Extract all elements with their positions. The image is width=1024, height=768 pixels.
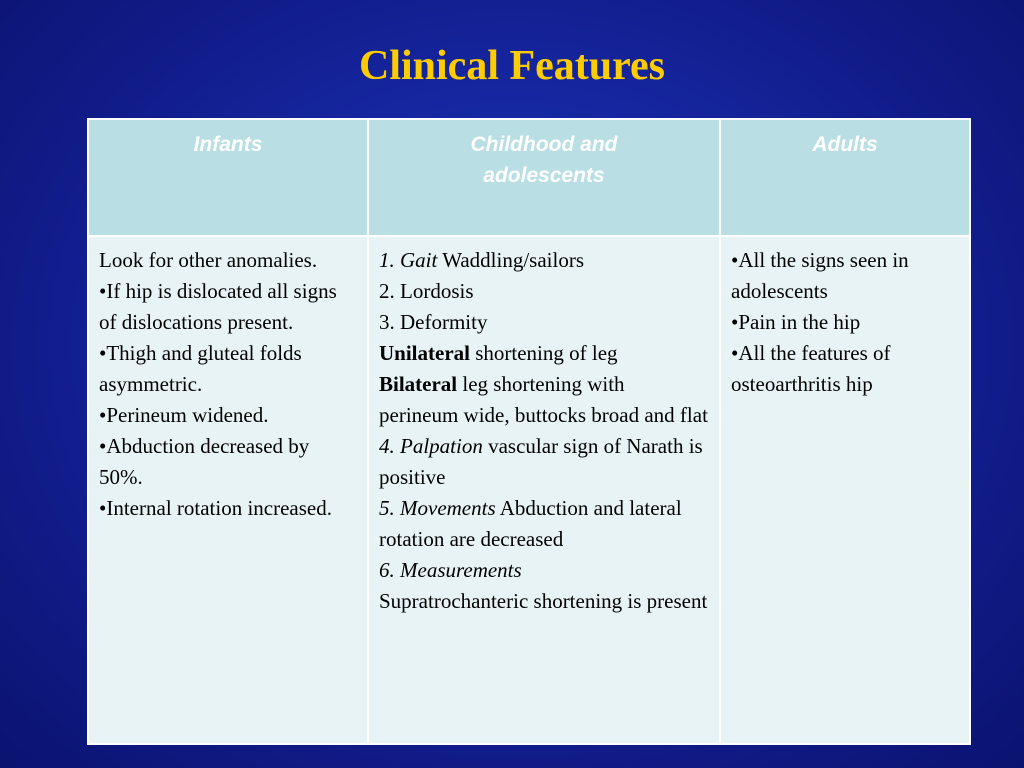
slide-title: Clinical Features: [358, 43, 666, 89]
clinical-features-table: [87, 118, 971, 745]
measurements-text: Supratrochanteric shortening is present: [379, 589, 708, 613]
bilateral-text: leg shortening with perineum wide, buttocks broad and flat: [379, 372, 708, 427]
infants-item: •Internal rotation increased.: [99, 496, 332, 520]
unilateral-text: shortening of leg: [469, 341, 618, 365]
unilateral-item: [379, 338, 709, 369]
movements-label: 5. Movements: [379, 496, 496, 520]
measurements-item: [379, 555, 709, 586]
infants-cell: [88, 236, 368, 744]
childhood-cell: [368, 236, 720, 744]
infants-item: •Thigh and gluteal folds asymmetric.: [99, 341, 302, 396]
content-row: [88, 236, 970, 744]
gait-item: [379, 245, 709, 276]
infants-item: Look for other anomalies.: [99, 248, 318, 272]
infants-item: •If hip is dislocated all signs of dislocations present.: [99, 279, 337, 334]
adults-cell: [720, 236, 970, 744]
palpation-text: vascular sign of Narath is positive: [379, 434, 703, 489]
header-childhood-label: Childhood and adolescents: [470, 133, 618, 187]
header-childhood-adolescents: [368, 119, 720, 236]
gait-label: 1. Gait: [379, 248, 438, 272]
infants-item: •Abduction decreased by 50%.: [99, 434, 310, 489]
header-adults: Adults: [720, 119, 970, 236]
adults-item: •All the signs seen in adolescents: [731, 248, 909, 303]
measurements-label: 6. Measurements: [379, 558, 522, 582]
palpation-label: 4. Palpation: [379, 434, 483, 458]
lordosis-item: 2. Lordosis: [379, 279, 474, 303]
movements-item: [379, 493, 709, 555]
bilateral-label: Bilateral: [379, 372, 458, 396]
infants-item: •Perineum widened.: [99, 403, 269, 427]
unilateral-label: Unilateral: [379, 341, 470, 365]
header-infants: Infants: [88, 119, 368, 236]
palpation-item: [379, 431, 709, 493]
adults-item: •Pain in the hip: [731, 310, 861, 334]
movements-text: Abduction and lateral rotation are decreased: [379, 496, 682, 551]
deformity-item: 3. Deformity: [379, 310, 488, 334]
adults-item: •All the features of osteoarthritis hip: [731, 341, 891, 396]
header-row: [88, 119, 970, 236]
bilateral-item: [379, 369, 709, 431]
gait-text: Waddling/sailors: [437, 248, 585, 272]
